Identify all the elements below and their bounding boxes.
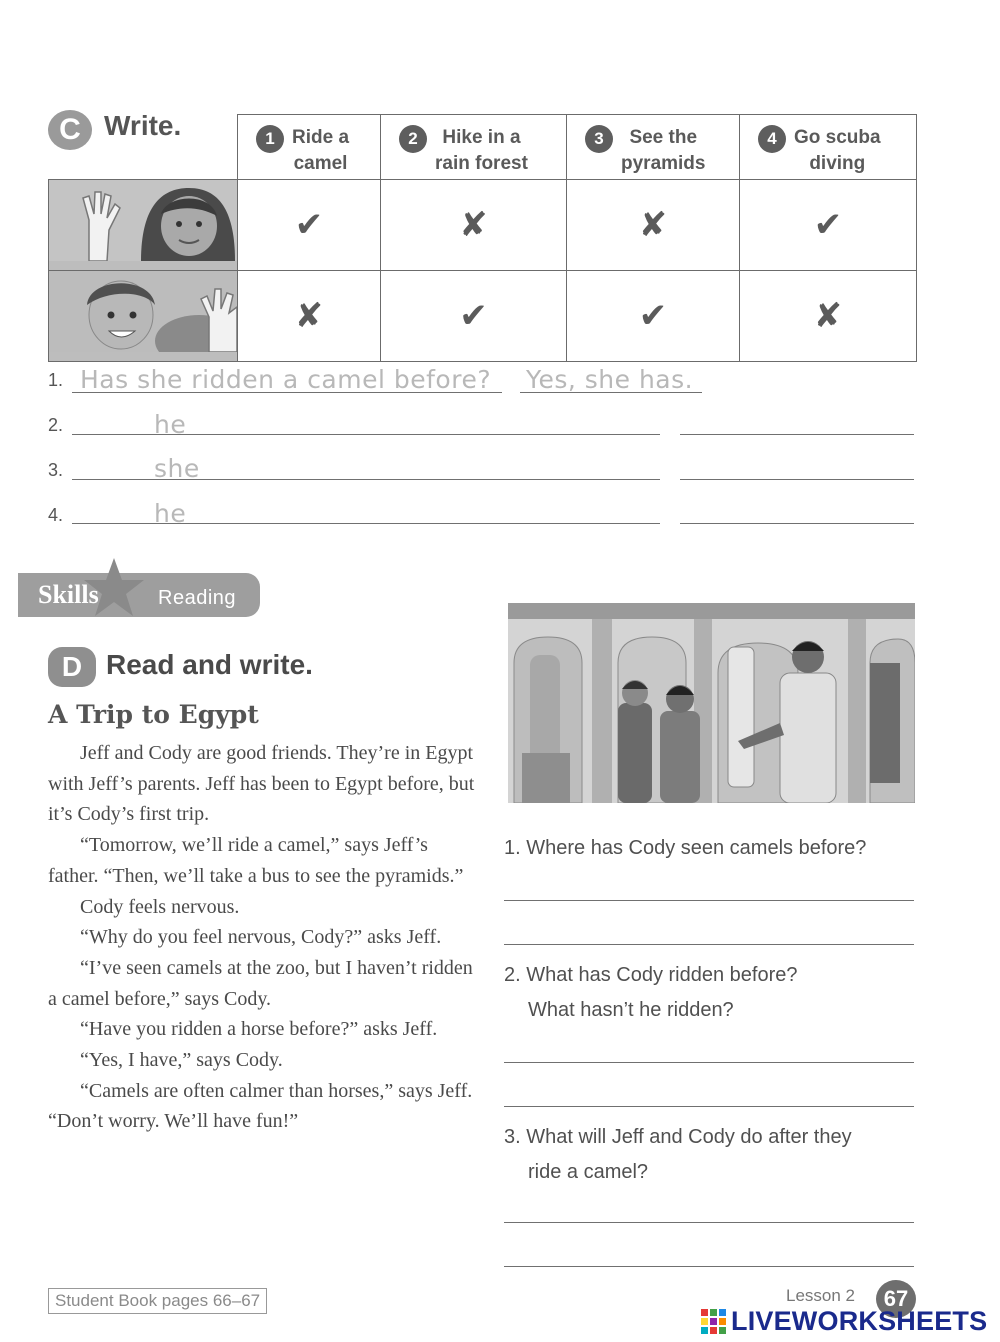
column-label-line1: Hike in a xyxy=(442,127,521,148)
cross-icon: ✘ xyxy=(459,205,488,245)
table-row xyxy=(49,271,917,362)
empty-corner xyxy=(49,115,238,180)
traced-answer: Yes, she has. xyxy=(526,365,694,394)
answer-line[interactable] xyxy=(504,1222,914,1223)
story-paragraph: Jeff and Cody are good friends. They’re in Egypt with Jeff’s parents. Jeff has been to Egypt before, but it’s Cody’s first trip. xyxy=(48,742,475,826)
answer-line[interactable] xyxy=(504,944,914,945)
column-header xyxy=(567,115,740,180)
answer-line[interactable] xyxy=(504,1266,914,1267)
section-c-title: Write. xyxy=(104,110,182,141)
column-label-line2: rain forest xyxy=(435,153,528,174)
story-text xyxy=(48,738,478,1137)
column-label-line2: diving xyxy=(809,153,866,174)
answer-line-1[interactable] xyxy=(520,392,702,393)
story-paragraph: “Have you ridden a horse before?” asks Jeff. xyxy=(80,1018,438,1041)
cross-icon: ✘ xyxy=(813,296,843,336)
number-4-icon: 4 xyxy=(758,125,786,153)
line-number: 3. xyxy=(48,460,64,480)
column-header xyxy=(381,115,567,180)
story-paragraph: Cody feels nervous. xyxy=(80,895,240,918)
answer-line-2[interactable] xyxy=(680,434,914,435)
table-row xyxy=(49,180,917,271)
question-2: 2. What has Cody ridden before? xyxy=(504,964,798,986)
traced-question: Has she ridden a camel before? xyxy=(80,365,492,394)
boy-illustration xyxy=(49,271,237,352)
cross-icon: ✘ xyxy=(638,205,668,245)
section-d-badge: D xyxy=(48,647,96,687)
number-3-icon: 3 xyxy=(585,125,613,153)
table-header-row xyxy=(49,115,917,180)
number-1-icon: 1 xyxy=(256,125,284,153)
column-label-line1: See the xyxy=(629,127,698,148)
answer-line[interactable] xyxy=(504,1062,914,1063)
column-header xyxy=(740,115,917,180)
reading-label: Reading xyxy=(158,587,237,609)
column-header xyxy=(238,115,381,180)
girl-photo xyxy=(49,180,238,271)
question-line-1[interactable] xyxy=(72,392,502,393)
mark-cell xyxy=(381,180,567,271)
story-paragraph: “Yes, I have,” says Cody. xyxy=(80,1049,283,1072)
mark-cell xyxy=(238,271,381,362)
column-label-line2: camel xyxy=(293,153,348,174)
line-number: 4. xyxy=(48,505,64,525)
activity-table xyxy=(48,114,917,362)
question-3-line2: ride a camel? xyxy=(528,1161,649,1183)
mark-cell xyxy=(567,271,740,362)
boy-photo xyxy=(49,271,238,362)
story-paragraph: “I’ve seen camels at the zoo, but I haven’t ridden a camel before,” says Cody. xyxy=(48,956,473,1010)
lesson-label: Lesson 2 xyxy=(786,1286,855,1305)
traced-pronoun: he xyxy=(154,499,187,528)
skills-label: Skills xyxy=(38,580,99,609)
cross-icon: ✘ xyxy=(294,296,324,336)
girl-illustration xyxy=(49,180,237,261)
liveworksheets-logo xyxy=(700,1306,987,1337)
question-line-4[interactable] xyxy=(72,523,660,524)
question-3: 3. What will Jeff and Cody do after they xyxy=(504,1126,852,1148)
mark-cell xyxy=(740,271,917,362)
question-line-2[interactable] xyxy=(72,434,660,435)
book-reference: Student Book pages 66–67 xyxy=(48,1288,267,1314)
story-paragraph: “Camels are often calmer than horses,” says Jeff. “Don’t worry. We’ll have fun!” xyxy=(48,1079,473,1133)
line-number: 1. xyxy=(48,370,64,390)
traced-pronoun: he xyxy=(154,410,187,439)
logo-grid-icon xyxy=(700,1308,727,1335)
check-icon: ✔ xyxy=(294,205,324,245)
brand-text: LIVEWORKSHEETS xyxy=(731,1306,988,1336)
section-d-title: Read and write. xyxy=(106,649,313,680)
story-title: A Trip to Egypt xyxy=(48,700,259,729)
mark-cell xyxy=(567,180,740,271)
museum-illustration xyxy=(508,603,915,803)
answer-line-3[interactable] xyxy=(680,479,914,480)
story-paragraph: “Why do you feel nervous, Cody?” asks Jeff. xyxy=(80,926,442,949)
mark-cell xyxy=(740,180,917,271)
story-paragraph: “Tomorrow, we’ll ride a camel,” says Jeff’s father. “Then, we’ll take a bus to see the pyramids.” xyxy=(48,834,464,887)
question-line-3[interactable] xyxy=(72,479,660,480)
question-1: 1. Where has Cody seen camels before? xyxy=(504,837,867,859)
page-number: 67 xyxy=(876,1280,916,1318)
column-label-line2: pyramids xyxy=(621,153,706,174)
answer-line[interactable] xyxy=(504,900,914,901)
check-icon: ✔ xyxy=(459,296,488,336)
section-c-badge: C xyxy=(48,110,92,150)
mark-cell xyxy=(381,271,567,362)
number-2-icon: 2 xyxy=(399,125,427,153)
traced-pronoun: she xyxy=(154,454,200,483)
column-label-line1: Ride a xyxy=(292,127,350,148)
answer-line[interactable] xyxy=(504,1106,914,1107)
column-label-line1: Go scuba xyxy=(794,127,881,148)
check-icon: ✔ xyxy=(638,296,668,336)
question-2-line2: What hasn’t he ridden? xyxy=(528,999,734,1021)
mark-cell xyxy=(238,180,381,271)
check-icon: ✔ xyxy=(813,205,843,245)
answer-line-4[interactable] xyxy=(680,523,914,524)
line-number: 2. xyxy=(48,415,64,435)
